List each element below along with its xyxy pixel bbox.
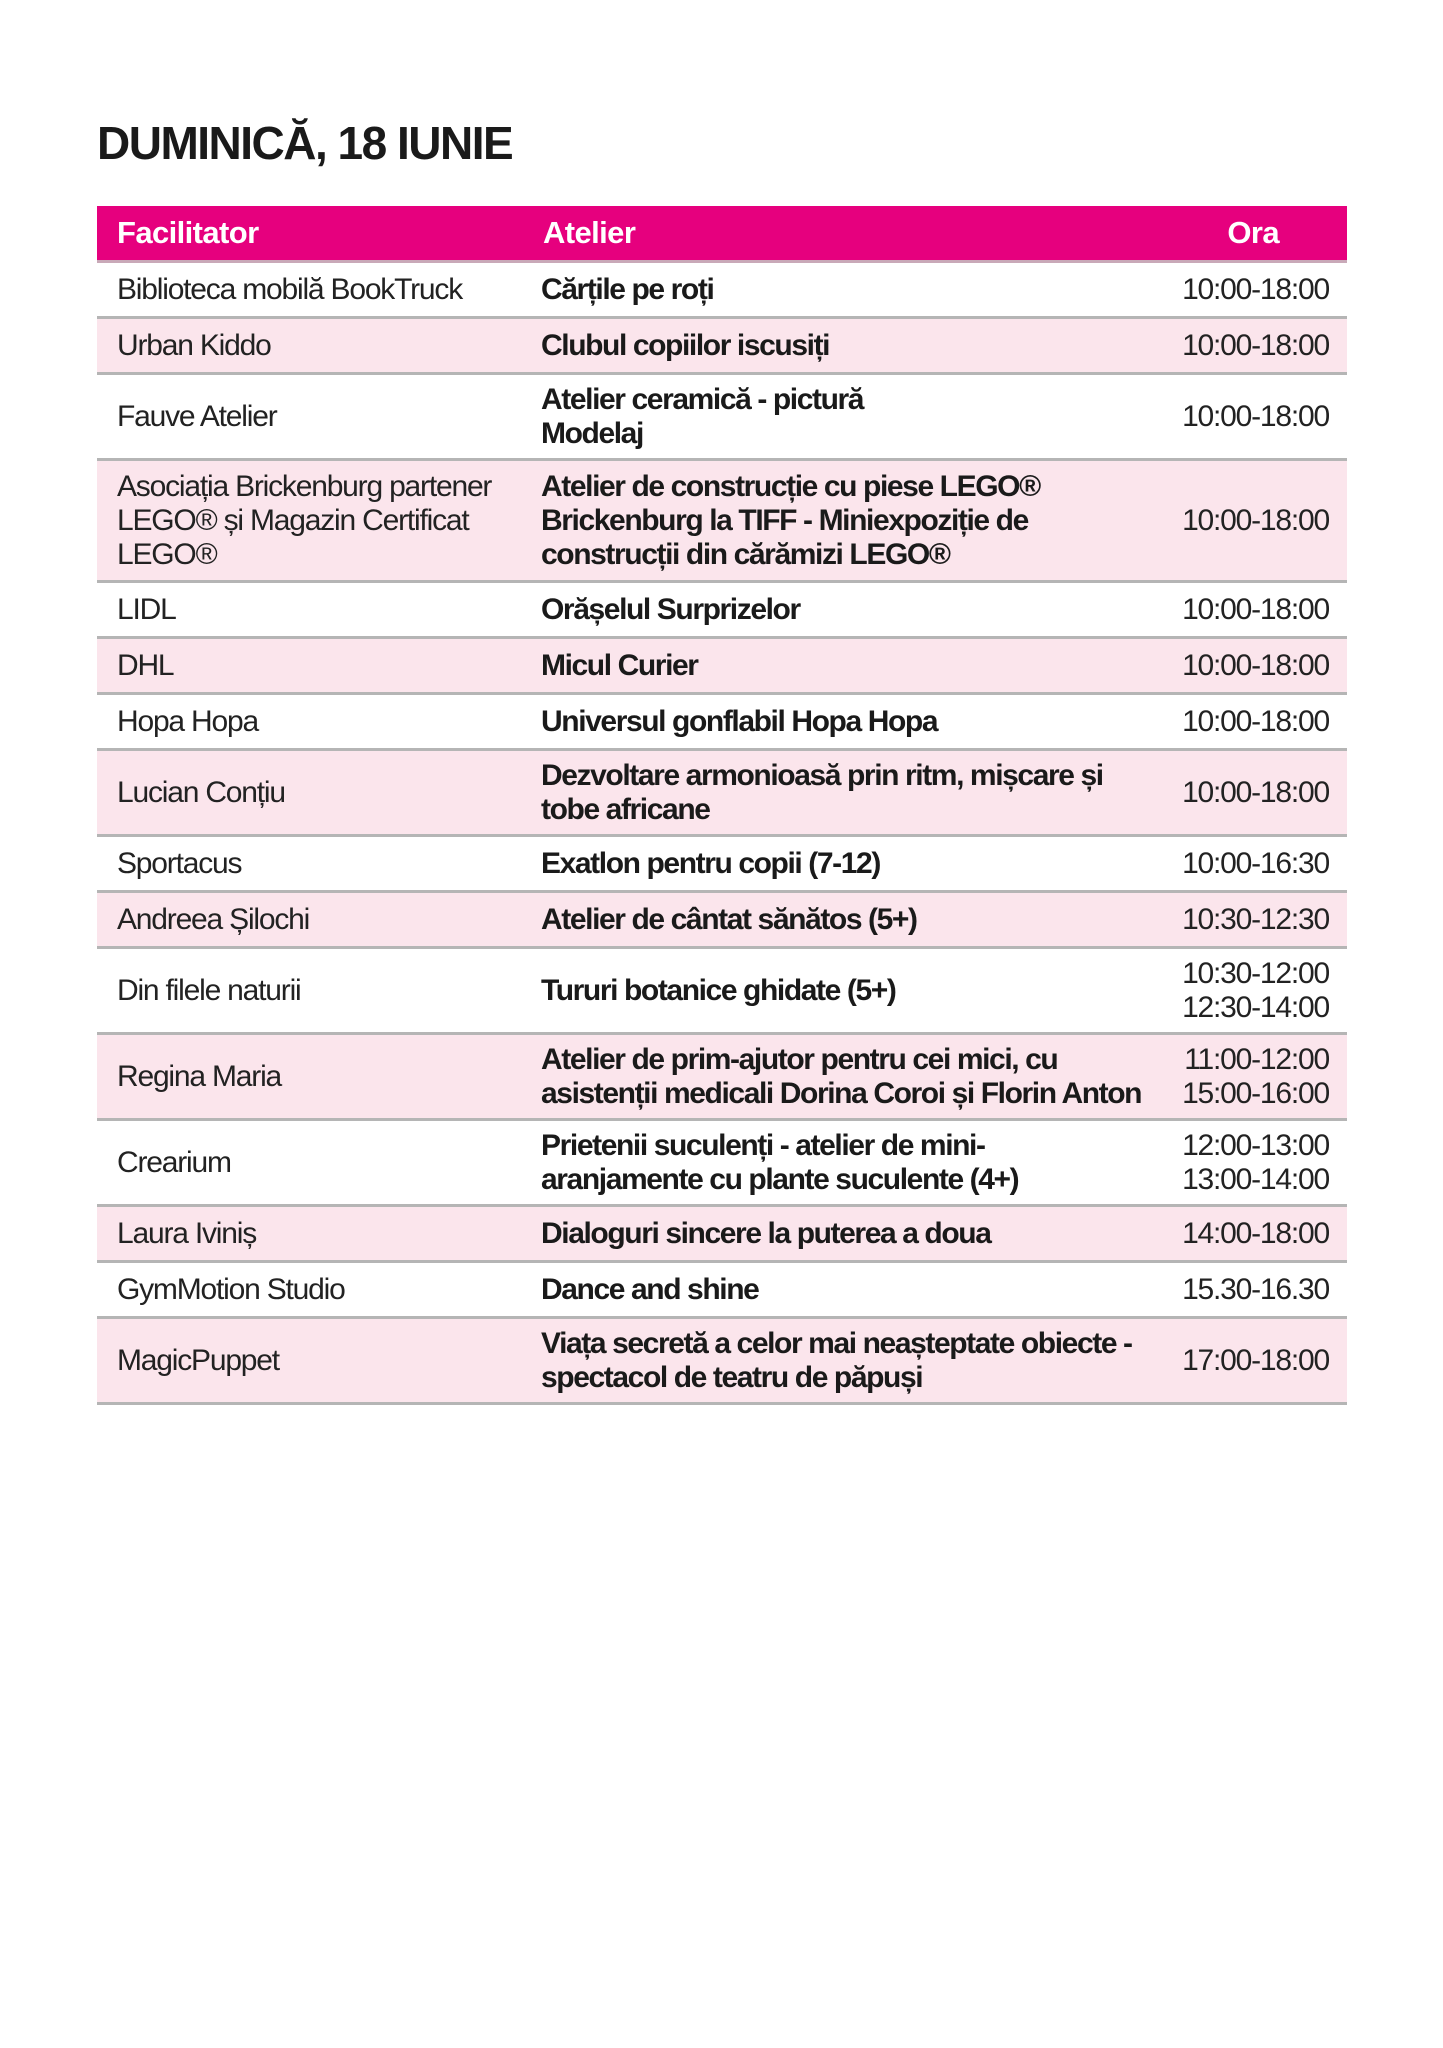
facilitator-cell-line: Fauve Atelier bbox=[117, 399, 277, 433]
time-cell-line: 14:00-18:00 bbox=[1182, 1216, 1329, 1250]
time-cell bbox=[1157, 262, 1347, 318]
time-cell-line: 10:00-16:30 bbox=[1182, 846, 1329, 880]
table-row bbox=[97, 750, 1347, 836]
facilitator-cell bbox=[97, 262, 523, 318]
facilitator-cell bbox=[97, 318, 523, 374]
time-cell-line: 10:00-18:00 bbox=[1182, 648, 1329, 682]
time-cell-line: 11:00-12:00 bbox=[1184, 1042, 1329, 1076]
table-row bbox=[97, 836, 1347, 892]
atelier-cell-line: Dezvoltare armonioasă prin ritm, mișcare și bbox=[541, 758, 1103, 792]
atelier-cell-line: Orășelul Surprizelor bbox=[541, 592, 800, 626]
time-cell bbox=[1157, 892, 1347, 948]
header-atelier: Atelier bbox=[523, 206, 1157, 262]
time-cell-line: 10:00-18:00 bbox=[1182, 775, 1329, 809]
facilitator-cell bbox=[97, 1120, 523, 1206]
time-cell bbox=[1157, 638, 1347, 694]
table-row bbox=[97, 318, 1347, 374]
table-row bbox=[97, 582, 1347, 638]
atelier-cell-line: Exatlon pentru copii (7-12) bbox=[541, 846, 880, 880]
facilitator-cell-line: Sportacus bbox=[117, 846, 242, 880]
time-cell bbox=[1157, 750, 1347, 836]
facilitator-cell-line: MagicPuppet bbox=[117, 1343, 279, 1377]
time-cell bbox=[1157, 318, 1347, 374]
facilitator-cell bbox=[97, 1034, 523, 1120]
table-row bbox=[97, 374, 1347, 460]
time-cell-line: 10:00-18:00 bbox=[1182, 328, 1329, 362]
table-row bbox=[97, 948, 1347, 1034]
page-title: DUMINICĂ, 18 IUNIE bbox=[97, 117, 513, 169]
time-cell-line: 10:00-18:00 bbox=[1182, 592, 1329, 626]
schedule-table bbox=[97, 206, 1347, 1405]
facilitator-cell bbox=[97, 1206, 523, 1262]
facilitator-cell-line: LIDL bbox=[117, 592, 176, 626]
atelier-cell-line: Dialoguri sincere la puterea a doua bbox=[541, 1216, 991, 1250]
time-cell bbox=[1157, 1120, 1347, 1206]
table-row bbox=[97, 1034, 1347, 1120]
atelier-cell bbox=[523, 262, 1157, 318]
facilitator-cell-line: LEGO® bbox=[117, 537, 217, 571]
time-cell bbox=[1157, 1262, 1347, 1318]
time-cell-line: 15.30-16.30 bbox=[1182, 1272, 1329, 1306]
atelier-cell bbox=[523, 582, 1157, 638]
atelier-cell-line: Prietenii suculenți - atelier de mini- bbox=[541, 1128, 985, 1162]
atelier-cell bbox=[523, 694, 1157, 750]
time-cell-line: 10:00-18:00 bbox=[1182, 704, 1329, 738]
time-cell-line: 10:30-12:00 bbox=[1182, 956, 1329, 990]
facilitator-cell-line: Laura Iviniș bbox=[117, 1216, 257, 1250]
table-row bbox=[97, 460, 1347, 582]
facilitator-cell bbox=[97, 892, 523, 948]
time-cell bbox=[1157, 1206, 1347, 1262]
atelier-cell-line: Micul Curier bbox=[541, 648, 698, 682]
facilitator-cell bbox=[97, 836, 523, 892]
time-cell-line: 15:00-16:00 bbox=[1182, 1076, 1329, 1110]
facilitator-cell-line: DHL bbox=[117, 648, 174, 682]
facilitator-cell-line: Regina Maria bbox=[117, 1059, 282, 1093]
atelier-cell-line: Tururi botanice ghidate (5+) bbox=[541, 973, 896, 1007]
atelier-cell bbox=[523, 1262, 1157, 1318]
time-cell-line: 10:30-12:30 bbox=[1182, 902, 1329, 936]
time-cell bbox=[1157, 694, 1347, 750]
time-cell bbox=[1157, 374, 1347, 460]
table-row bbox=[97, 694, 1347, 750]
time-cell-line: 17:00-18:00 bbox=[1182, 1343, 1329, 1377]
table-row bbox=[97, 892, 1347, 948]
facilitator-cell bbox=[97, 694, 523, 750]
atelier-cell bbox=[523, 1318, 1157, 1404]
table-row bbox=[97, 1206, 1347, 1262]
table-row bbox=[97, 638, 1347, 694]
time-cell-line: 12:30-14:00 bbox=[1182, 990, 1329, 1024]
atelier-cell-line: construcții din cărămizi LEGO® bbox=[541, 537, 950, 571]
facilitator-cell-line: LEGO® și Magazin Certificat bbox=[117, 503, 469, 537]
time-cell bbox=[1157, 836, 1347, 892]
table-header bbox=[97, 206, 1347, 262]
table-row bbox=[97, 1120, 1347, 1206]
facilitator-cell-line: Hopa Hopa bbox=[117, 704, 258, 738]
atelier-cell-line: spectacol de teatru de păpuși bbox=[541, 1360, 923, 1394]
atelier-cell-line: Universul gonflabil Hopa Hopa bbox=[541, 704, 938, 738]
header-facilitator: Facilitator bbox=[97, 206, 523, 262]
facilitator-cell bbox=[97, 948, 523, 1034]
time-cell-line: 10:00-18:00 bbox=[1182, 272, 1329, 306]
time-cell-line: 12:00-13:00 bbox=[1182, 1128, 1329, 1162]
atelier-cell bbox=[523, 948, 1157, 1034]
atelier-cell-line: Atelier de cântat sănătos (5+) bbox=[541, 902, 917, 936]
facilitator-cell bbox=[97, 750, 523, 836]
facilitator-cell bbox=[97, 1318, 523, 1404]
table-row bbox=[97, 1262, 1347, 1318]
atelier-cell bbox=[523, 892, 1157, 948]
facilitator-cell-line: Urban Kiddo bbox=[117, 328, 271, 362]
table-row bbox=[97, 262, 1347, 318]
facilitator-cell-line: Biblioteca mobilă BookTruck bbox=[117, 272, 462, 306]
time-cell-line: 10:00-18:00 bbox=[1182, 399, 1329, 433]
atelier-cell-line: Atelier de construcție cu piese LEGO® bbox=[541, 469, 1040, 503]
atelier-cell-line: tobe africane bbox=[541, 792, 710, 826]
atelier-cell-line: asistenții medicali Dorina Coroi și Florin Anton bbox=[541, 1076, 1142, 1110]
header-ora: Ora bbox=[1157, 206, 1347, 262]
facilitator-cell-line: Andreea Șilochi bbox=[117, 902, 310, 936]
facilitator-cell bbox=[97, 582, 523, 638]
time-cell bbox=[1157, 460, 1347, 582]
facilitator-cell-line: Din filele naturii bbox=[117, 973, 301, 1007]
header-row bbox=[97, 206, 1347, 262]
atelier-cell bbox=[523, 1120, 1157, 1206]
facilitator-cell-line: Crearium bbox=[117, 1145, 231, 1179]
atelier-cell bbox=[523, 638, 1157, 694]
facilitator-cell-line: GymMotion Studio bbox=[117, 1272, 345, 1306]
atelier-cell-line: Modelaj bbox=[541, 416, 643, 450]
facilitator-cell bbox=[97, 1262, 523, 1318]
time-cell bbox=[1157, 948, 1347, 1034]
facilitator-cell bbox=[97, 374, 523, 460]
atelier-cell-line: Dance and shine bbox=[541, 1272, 759, 1306]
atelier-cell bbox=[523, 460, 1157, 582]
table-row bbox=[97, 1318, 1347, 1404]
atelier-cell-line: Atelier de prim-ajutor pentru cei mici, cu bbox=[541, 1042, 1058, 1076]
facilitator-cell bbox=[97, 460, 523, 582]
facilitator-cell bbox=[97, 638, 523, 694]
time-cell bbox=[1157, 1034, 1347, 1120]
atelier-cell-line: aranjamente cu plante suculente (4+) bbox=[541, 1162, 1019, 1196]
table-body bbox=[97, 262, 1347, 1404]
atelier-cell-line: Viața secretă a celor mai neașteptate obiecte - bbox=[541, 1326, 1132, 1360]
time-cell-line: 10:00-18:00 bbox=[1182, 503, 1329, 537]
atelier-cell-line: Brickenburg la TIFF - Miniexpoziție de bbox=[541, 503, 1028, 537]
facilitator-cell-line: Lucian Conțiu bbox=[117, 775, 285, 809]
atelier-cell bbox=[523, 836, 1157, 892]
atelier-cell-line: Atelier ceramică - pictură bbox=[541, 382, 864, 416]
atelier-cell-line: Clubul copiilor iscusiți bbox=[541, 328, 830, 362]
time-cell-line: 13:00-14:00 bbox=[1182, 1162, 1329, 1196]
time-cell bbox=[1157, 1318, 1347, 1404]
atelier-cell bbox=[523, 374, 1157, 460]
atelier-cell bbox=[523, 1206, 1157, 1262]
atelier-cell bbox=[523, 318, 1157, 374]
atelier-cell-line: Cărțile pe roți bbox=[541, 272, 714, 306]
atelier-cell bbox=[523, 750, 1157, 836]
atelier-cell bbox=[523, 1034, 1157, 1120]
time-cell bbox=[1157, 582, 1347, 638]
facilitator-cell-line: Asociația Brickenburg partener bbox=[117, 469, 492, 503]
